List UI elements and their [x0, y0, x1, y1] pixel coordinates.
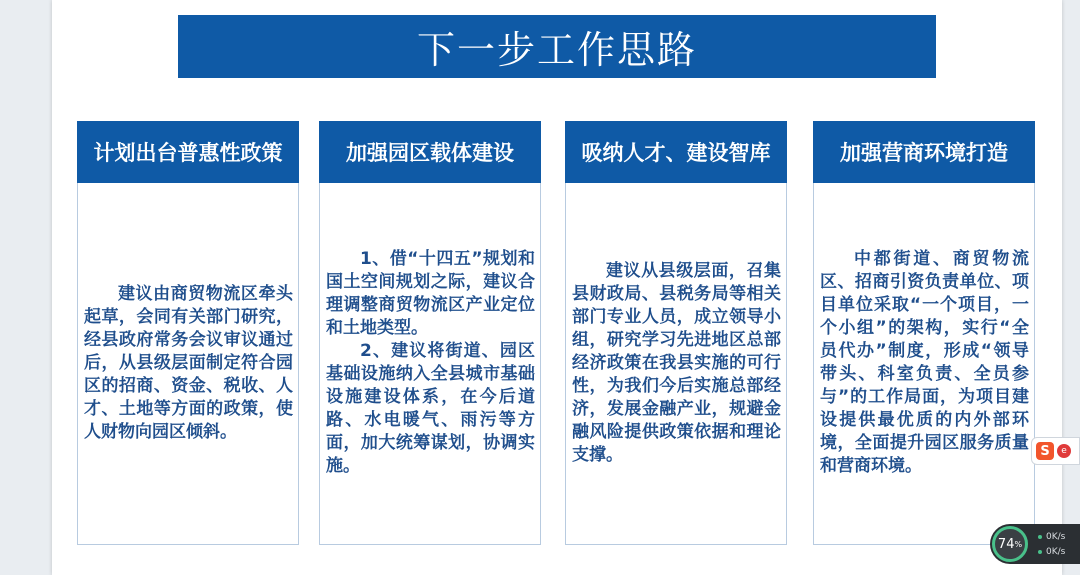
card-heading: 吸纳人才、建设智库	[581, 141, 771, 165]
ime-toolbar[interactable]	[1031, 437, 1080, 465]
card-paragraph: 建议由商贸物流区牵头起草，会同有关部门研究，经县政府常务会议审议通过后，从县级层面制定符合园区的招商、资金、税收、人才、土地等方面的政策，使人财物向园区倾斜。	[84, 283, 293, 442]
card-heading: 加强营商环境打造	[840, 141, 1008, 165]
sogou-ime-icon[interactable]: S	[1036, 442, 1054, 460]
card-paragraph: 建议从县级层面，召集县财政局、县税务局等相关部门专业人员，成立领导小组，研究学习先进地区总部经济政策在我县实施的可行性，为我们今后实施总部经济，发展金融产业，规避金融风险提供政策依据和理论支撑。	[572, 260, 781, 465]
card-body	[572, 186, 781, 540]
upload-speed: 0K/s	[1046, 532, 1066, 542]
card-heading-bar	[77, 121, 299, 183]
card-heading-bar	[565, 121, 787, 183]
card-body	[326, 186, 535, 540]
upload-arrow-icon	[1038, 535, 1042, 539]
memory-usage-gauge[interactable]	[992, 526, 1028, 562]
card-body	[84, 186, 293, 540]
card-paragraph: 中都街道、商贸物流区、招商引资负责单位、项目单位采取“一个项目，一个小组”的架构，实行“全员代办”制度，形成“领导带头、科室负责、全员参与”的工作局面，为项目建设提供最优质的内外部环境，全面提升园区服务质量和营商环境。	[820, 249, 1029, 476]
ime-secondary-icon[interactable]: e	[1057, 444, 1071, 458]
download-arrow-icon	[1038, 550, 1042, 554]
upload-speed-row	[1038, 532, 1065, 542]
network-speed-widget[interactable]	[990, 524, 1080, 564]
card-park-carrier	[319, 121, 541, 545]
download-speed-row	[1038, 547, 1065, 557]
slide-title-bar	[178, 15, 936, 78]
card-body	[820, 186, 1029, 540]
card-paragraph: 2、建议将街道、园区基础设施纳入全县城市基础设施建设体系，在今后道路、水电暖气、雨污等方面，加大统筹谋划，协调实施。	[326, 341, 535, 476]
card-heading: 加强园区载体建设	[346, 141, 514, 165]
card-policy	[77, 121, 299, 545]
card-heading: 计划出台普惠性政策	[93, 141, 283, 165]
card-heading-bar	[319, 121, 541, 183]
gauge-value: 74	[997, 536, 1015, 552]
gauge-unit: %	[1014, 539, 1023, 549]
card-business-environment	[813, 121, 1035, 545]
card-heading-bar	[813, 121, 1035, 183]
card-paragraph: 1、借“十四五”规划和国土空间规划之际，建议合理调整商贸物流区产业定位和土地类型。	[326, 249, 535, 338]
card-talent-thinktank	[565, 121, 787, 545]
slide-title: 下一步工作思路	[416, 28, 697, 72]
download-speed: 0K/s	[1046, 547, 1066, 557]
